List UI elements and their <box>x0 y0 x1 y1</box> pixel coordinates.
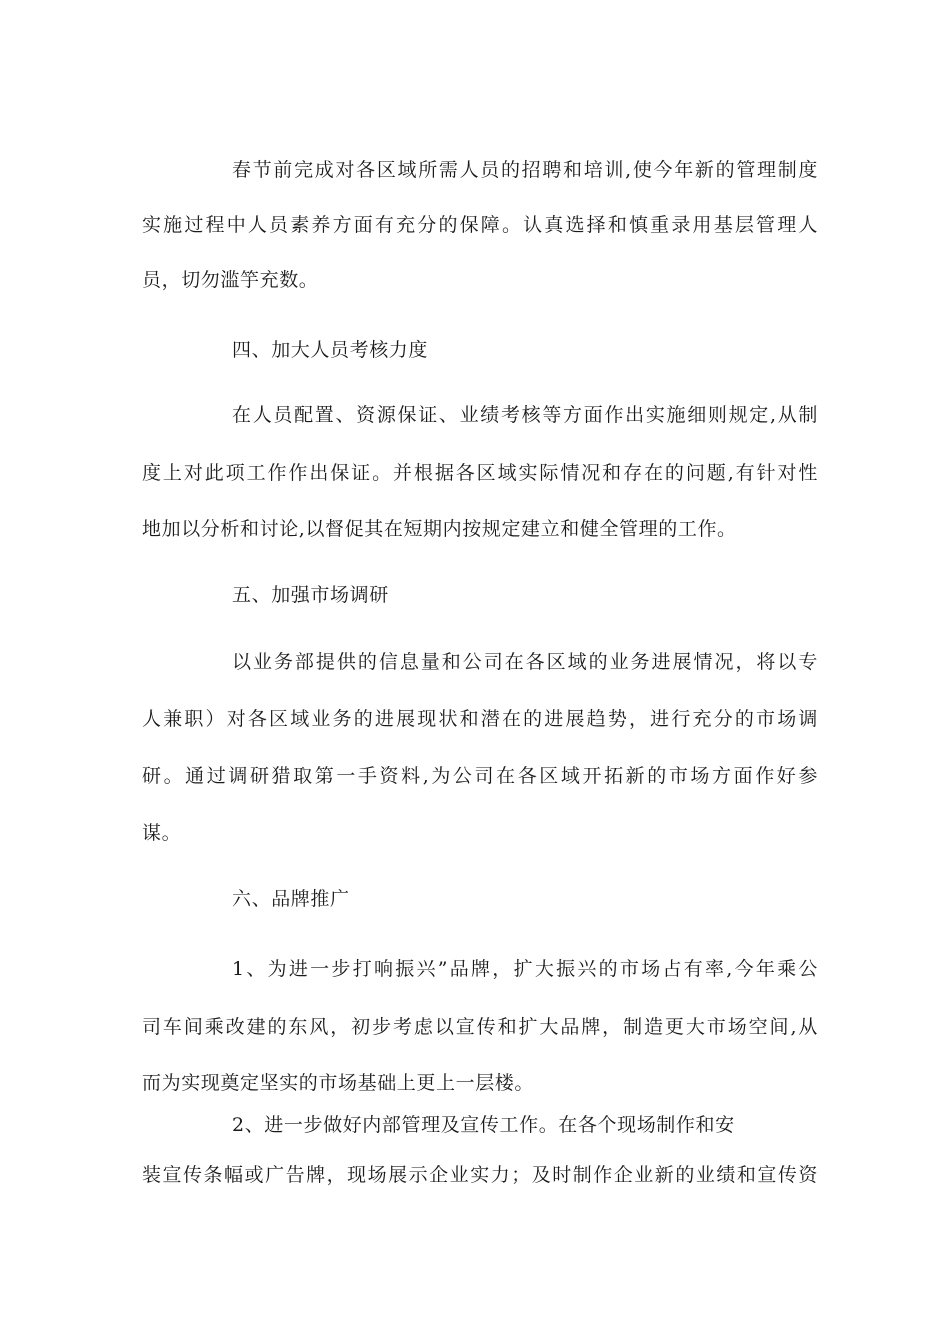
paragraph-line: 度上对此项工作作出保证。并根据各区域实际情况和存在的问题,有针对性 <box>142 462 818 484</box>
paragraph-line: 以业务部提供的信息量和公司在各区域的业务进展情况，将以专 <box>232 651 818 673</box>
paragraph-line: 研。通过调研猎取第一手资料,为公司在各区域开拓新的市场方面作好参 <box>142 765 818 787</box>
paragraph-line: 而为实现奠定坚实的市场基础上更上一层楼。 <box>142 1072 535 1094</box>
section-heading: 六、品牌推广 <box>232 888 350 910</box>
paragraph-line: 1、为进一步打响振兴”品牌，扩大振兴的市场占有率,今年乘公 <box>232 958 818 980</box>
paragraph-line: 春节前完成对各区域所需人员的招聘和培训,使今年新的管理制度 <box>232 159 818 181</box>
paragraph-line: 地加以分析和讨论,以督促其在短期内按规定建立和健全管理的工作。 <box>142 518 737 540</box>
paragraph-line: 司车间乘改建的东风，初步考虑以宣传和扩大品牌，制造更大市场空间,从 <box>142 1016 818 1038</box>
section-heading: 四、加大人员考核力度 <box>232 339 429 361</box>
paragraph-line: 人兼职）对各区域业务的进展现状和潜在的进展趋势，进行充分的市场调 <box>142 708 818 730</box>
paragraph-line: 装宣传条幅或广告牌，现场展示企业实力；及时制作企业新的业绩和宣传资 <box>142 1164 818 1186</box>
paragraph-line: 2、进一步做好内部管理及宣传工作。在各个现场制作和安 <box>232 1114 735 1136</box>
paragraph-line: 实施过程中人员素养方面有充分的保障。认真选择和慎重录用基层管理人 <box>142 214 818 236</box>
section-heading: 五、加强市场调研 <box>232 584 389 606</box>
paragraph-line: 谋。 <box>142 822 182 844</box>
paragraph-line: 员，切勿滥竽充数。 <box>142 269 319 291</box>
paragraph-line: 在人员配置、资源保证、业绩考核等方面作出实施细则规定,从制 <box>232 404 818 426</box>
